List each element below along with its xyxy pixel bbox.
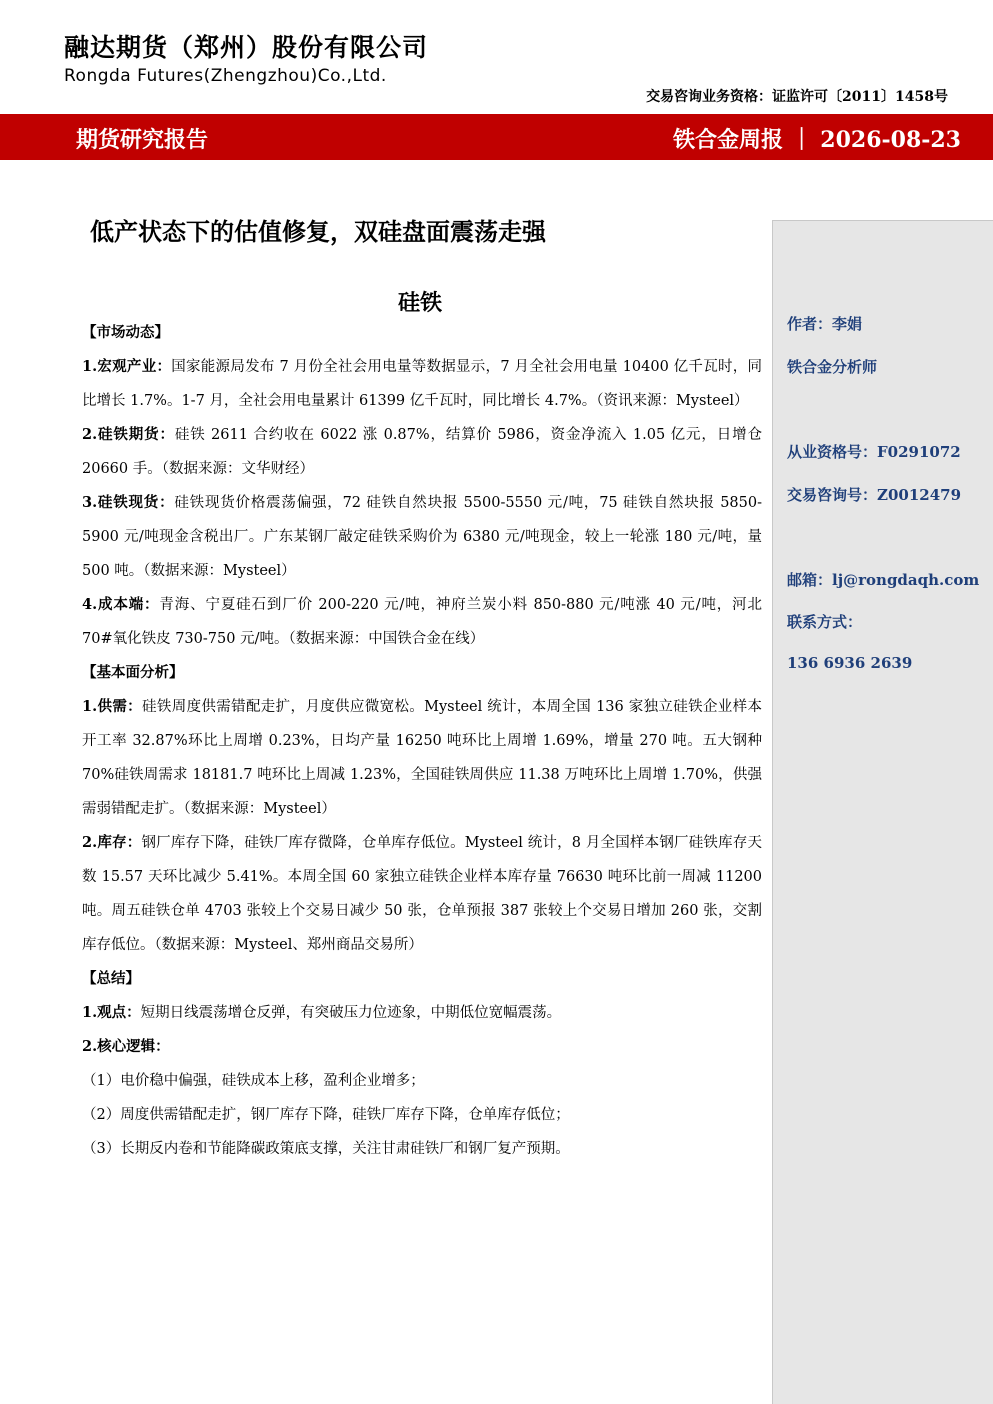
item-label: 1.供需： bbox=[82, 698, 143, 715]
report-body bbox=[82, 316, 762, 1166]
report-type: 期货研究报告 bbox=[76, 127, 209, 153]
author-name: 作者：李娟 bbox=[787, 315, 863, 333]
item-text: 硅铁周度供需错配走扩，月度供应微宽松。Mysteel 统计，本周全国 136 家独立硅铁企业样本开工率 32.87%环比上周增 0.23%，日均产量 16250 吨环比上周增 1.69%，增量 270 吨。五大钢种 70%硅铁周需求 18181.7 吨环比上周减 1.23%，全国硅铁周供应 11.38 万吨环比上周增 1.70%，供强需弱错配走扩。（数据来源：Mysteel） bbox=[82, 699, 762, 817]
company-name-cn: 融达期货（郑州）股份有限公司 bbox=[64, 33, 429, 62]
section-heading-fundamental: 【基本面分析】 bbox=[82, 664, 184, 681]
item-text: 国家能源局发布 7 月份全社会用电量等数据显示，7 月全社会用电量 10400 亿千瓦时，同比增长 1.7%。1-7 月，全社会用电量累计 61399 亿千瓦时，同比增长 4.7%。（资讯来源：Mysteel） bbox=[82, 359, 763, 409]
report-subtitle: 硅铁 bbox=[397, 290, 442, 316]
report-name-date: 铁合金周报 ｜ 2026-08-23 bbox=[672, 127, 961, 153]
summary-logic-label: 2.核心逻辑： bbox=[82, 1038, 170, 1055]
item-label: 2.硅铁期货： bbox=[82, 426, 175, 443]
item-label: 3.硅铁现货： bbox=[82, 494, 175, 511]
license-info: 交易咨询业务资格：证监许可〔2011〕1458号 bbox=[646, 89, 948, 105]
item-label: 2.库存： bbox=[82, 834, 142, 851]
market-item bbox=[82, 418, 762, 486]
item-text: 钢厂库存下降，硅铁厂库存微降，仓单库存低位。Mysteel 统计，8 月全国样本钢厂硅铁库存天数 15.57 天环比减少 5.41%。本周全国 60 家独立硅铁企业样本库存量 76630 吨环比前一周减 11200 吨。周五硅铁仓单 4703 张较上个交易日减少 50 张，仓单预报 387 张较上个交易日增加 260 张，交割库存低位。（数据来源：Mysteel、郑州商品交易所） bbox=[82, 835, 763, 953]
logic-item: （1）电价稳中偏强，硅铁成本上移，盈利企业增多； bbox=[82, 1073, 425, 1089]
author-email: 邮箱：lj@rongdaqh.com bbox=[787, 571, 980, 589]
author-role: 铁合金分析师 bbox=[787, 358, 878, 376]
fundamental-item bbox=[82, 690, 762, 826]
contact-label: 联系方式： bbox=[787, 613, 863, 631]
view-label: 1.观点： bbox=[82, 1004, 141, 1021]
author-sidebar bbox=[772, 220, 993, 1404]
header-banner bbox=[0, 114, 993, 160]
logic-item: （3）长期反内卷和节能降碳政策底支撑，关注甘肃硅铁厂和钢厂复产预期。 bbox=[82, 1141, 570, 1157]
market-item bbox=[82, 350, 762, 418]
item-text: 硅铁 2611 合约收在 6022 涨 0.87%，结算价 5986，资金净流入 1.05 亿元，日增仓 20660 手。（数据来源：文华财经） bbox=[82, 427, 762, 477]
report-title: 低产状态下的估值修复，双硅盘面震荡走强 bbox=[90, 217, 546, 246]
market-item bbox=[82, 588, 762, 656]
item-text: 青海、宁夏硅石到厂价 200-220 元/吨，神府兰炭小料 850-880 元/吨涨 40 元/吨，河北 70#氧化铁皮 730-750 元/吨。（数据来源：中国铁合金在线） bbox=[82, 597, 762, 647]
summary-view bbox=[82, 996, 762, 1030]
view-text: 短期日线震荡增仓反弹，有突破压力位迹象，中期低位宽幅震荡。 bbox=[140, 1005, 562, 1021]
consult-number: 交易咨询号：Z0012479 bbox=[787, 486, 962, 504]
section-heading-market: 【市场动态】 bbox=[82, 324, 169, 341]
qualification-number: 从业资格号：F0291072 bbox=[787, 443, 961, 461]
market-item bbox=[82, 486, 762, 588]
contact-phone: 136 6936 2639 bbox=[787, 654, 913, 672]
company-name-en: Rongda Futures(Zhengzhou)Co.,Ltd. bbox=[64, 66, 387, 86]
section-heading-summary: 【总结】 bbox=[82, 970, 140, 987]
item-label: 1.宏观产业： bbox=[82, 358, 172, 375]
item-text: 硅铁现货价格震荡偏强，72 硅铁自然块报 5500-5550 元/吨，75 硅铁自然块报 5850-5900 元/吨现金含税出厂。广东某钢厂敲定硅铁采购价为 6380 元/吨现金，较上一轮涨 180 元/吨，量 500 吨。（数据来源：Mysteel） bbox=[82, 495, 762, 579]
fundamental-item bbox=[82, 826, 762, 962]
logic-item: （2）周度供需错配走扩，钢厂库存下降，硅铁厂库存下降，仓单库存低位； bbox=[82, 1107, 570, 1123]
item-label: 4.成本端： bbox=[82, 596, 160, 613]
